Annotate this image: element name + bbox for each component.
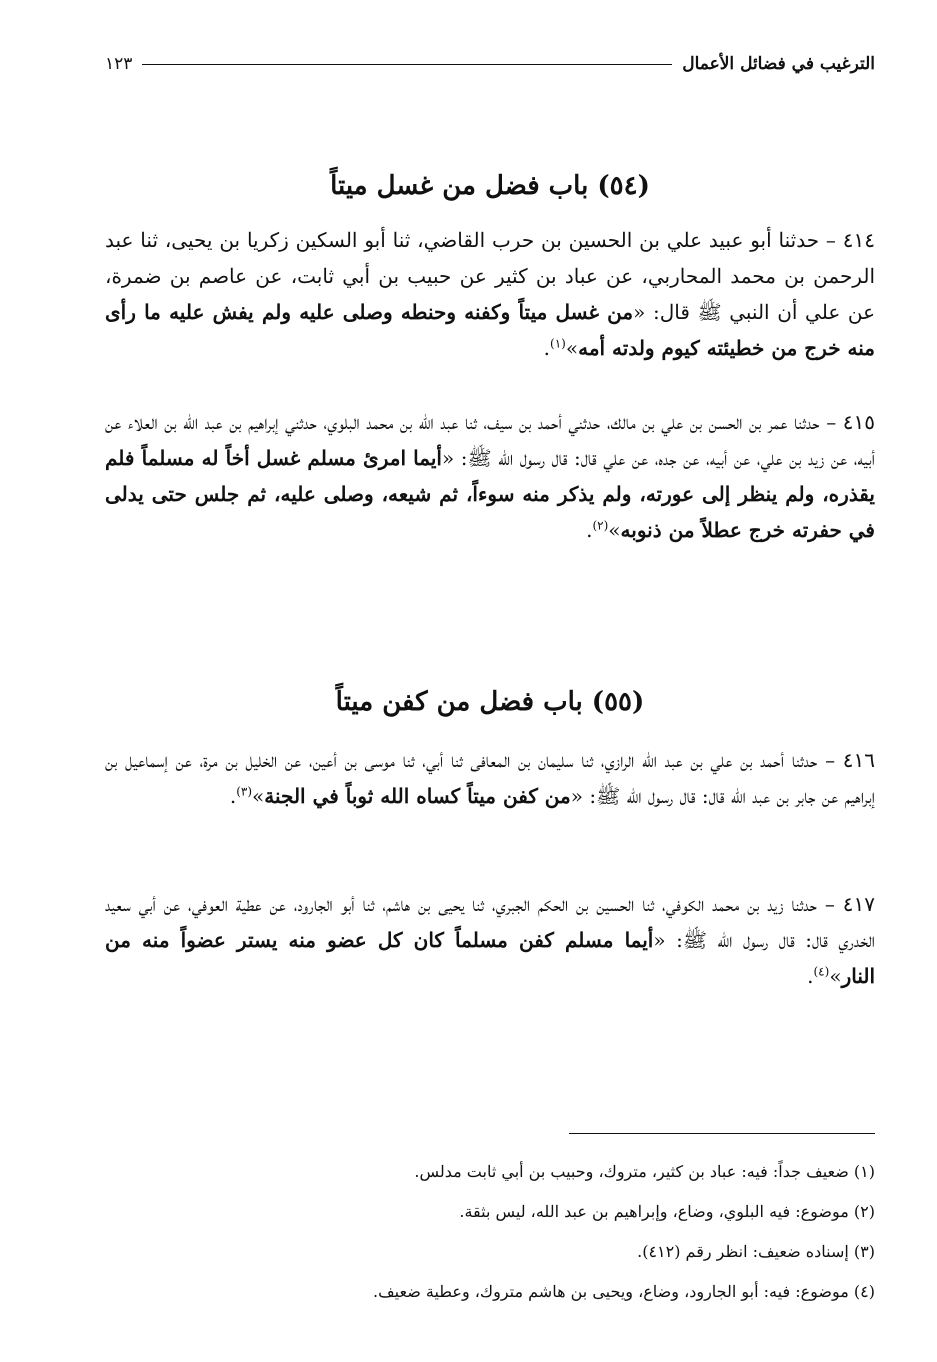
footnote-4: (٤) موضوع: فيه: أبو الجارود، وضاع، ويحيى بن هاشم متروك، وعطية ضعيف. <box>373 1282 875 1301</box>
hadith-414 <box>105 222 875 366</box>
footnote-3: (٣) إسناده ضعيف: انظر رقم (٤١٢). <box>637 1242 875 1261</box>
hadith-end: . <box>807 964 814 988</box>
footnote-ref: (٣) <box>236 784 253 799</box>
hadith-isnad: حدثنا أبو عبيد علي بن الحسين بن حرب القاضي، ثنا أبو السكين زكريا بن يحيى، ثنا عبد الرحمن بن محمد المحاربي، عن عباد بن كثير عن حبيب بن أبي ثابت، عن عاصم بن ضمرة، عن علي أن النبي ﷺ قال: « <box>105 228 875 324</box>
footnotes <box>105 1152 875 1312</box>
hadith-closing-quote: » <box>608 518 621 542</box>
footnote-ref: (١) <box>550 336 566 351</box>
footnote-rule <box>569 1133 875 1134</box>
hadith-415 <box>105 404 875 548</box>
hadith-isnad: حدثنا أحمد بن علي بن عبد الله الرازي، ثنا سليمان بن المعافى ثنا أبي، ثنا موسى بن أعين، عن الخليل بن مرة، عن إسماعيل بن إبراهيم عن جابر بن عبد الله قال: قال رسول الله ﷺ: « <box>105 748 875 808</box>
footnote-ref: (٤) <box>813 964 830 979</box>
running-title: الترغيب في فضائل الأعمال <box>682 54 875 74</box>
footnote-2: (٢) موضوع: فيه البلوي، وضاع، وإبراهيم بن عبد الله، ليس بثقة. <box>459 1202 875 1221</box>
hadith-number: ٤١٦ – <box>825 748 876 772</box>
hadith-number: ٤١٧ – <box>824 892 875 916</box>
hadith-416 <box>105 742 875 814</box>
hadith-closing-quote: » <box>252 784 265 808</box>
hadith-matn: من كفن ميتاً كساه الله ثوباً في الجنة <box>264 784 571 808</box>
hadith-number: ٤١٥ – <box>826 410 876 434</box>
hadith-matn: من غسل ميتاً وكفنه وحنطه وصلى عليه ولم يفش عليه ما رأى منه خرج من خطيئته كيوم ولدته أمه <box>105 300 875 360</box>
hadith-matn: أيما مسلم كفن مسلماً كان كل عضو منه يستر عضواً منه من النار <box>105 928 875 988</box>
header-rule <box>142 64 672 65</box>
footnote-1: (١) ضعيف جداً: فيه: عباد بن كثير، متروك، وحبيب بن أبي ثابت مدلس. <box>414 1162 875 1181</box>
hadith-isnad: حدثنا زيد بن محمد الكوفي، ثنا الحسين بن الحكم الجبري، ثنا يحيى بن هاشم، ثنا أبو الجارود، عن عطية العوفي، عن أبي سعيد الخدري قال: قال رسول الله ﷺ: « <box>105 892 875 952</box>
hadith-end: . <box>543 336 551 360</box>
hadith-isnad: حدثنا عمر بن الحسن بن علي بن مالك، حدثني أحمد بن سيف، ثنا عبد الله بن محمد البلوي، حدثني إبراهيم بن عبد الله بن العلاء عن أبيه، عن زيد بن علي، عن أبيه، عن جده، عن علي قال: قال رسول الله ﷺ: « <box>105 410 875 470</box>
footnote-ref: (٢) <box>592 518 609 533</box>
running-header <box>105 44 875 84</box>
page-number: ١٢٣ <box>105 54 133 74</box>
hadith-end: . <box>229 784 237 808</box>
hadith-closing-quote: » <box>565 336 579 360</box>
chapter-heading-54: (٥٤) باب فضل من غسل ميتاً <box>330 171 650 201</box>
hadith-end: . <box>586 518 593 542</box>
hadith-closing-quote: » <box>829 964 842 988</box>
chapter-heading-55: (٥٥) باب فضل من كفن ميتاً <box>335 687 645 717</box>
hadith-417 <box>105 886 875 994</box>
hadith-number: ٤١٤ – <box>825 228 875 252</box>
hadith-matn: أيما امرئ مسلم غسل أخاً له مسلماً فلم يقذره، ولم ينظر إلى عورته، ولم يذكر منه سوءاً، ثم شيعه، وصلى عليه، ثم جلس حتى يدلى في حفرته خرج عطلاً من ذنوبه <box>105 446 875 542</box>
